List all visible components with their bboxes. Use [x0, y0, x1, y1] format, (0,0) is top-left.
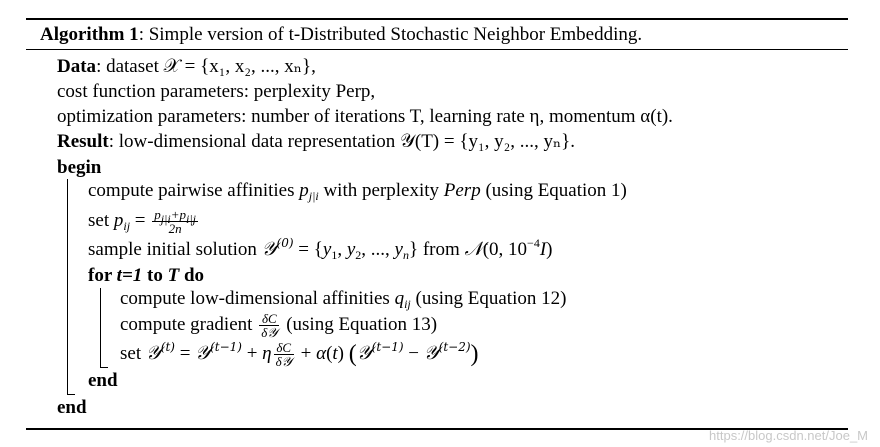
inner-block-tick	[100, 367, 108, 368]
inner-block-bar	[100, 288, 101, 368]
pij-fraction: $\frac{p_{j|i}+p_{i|j}}{2n}$	[154, 207, 196, 236]
for-line	[88, 264, 204, 288]
step-set-pij: set $p_{ij}$ = $\frac{p_{j|i}+p_{i|j}}{2n}$	[88, 207, 196, 236]
outer-block-tick	[67, 394, 75, 395]
loop-update: set 𝒴$^{(t)}$ = 𝒴$^{(t-1)}$ + η $\frac{\delta C}{\text{δ𝒴}}$ + α(t) (𝒴$^{(t-1)}$ − 𝒴$^{(t-2)}$)	[120, 340, 479, 370]
for-var: t=1	[116, 265, 143, 286]
loop2-tail: (using Equation 13)	[281, 313, 438, 335]
step2-text: set	[88, 209, 114, 231]
cost-params-line: cost function parameters: perplexity Perp,	[57, 81, 376, 102]
begin-keyword: begin	[57, 157, 102, 178]
loop-low-dim-affinities	[120, 287, 566, 311]
data-text: : dataset 𝒳 = {x₁, x₂, ..., xₙ},	[96, 56, 316, 77]
result-line	[57, 130, 575, 154]
step-sample-initial: sample initial solution 𝒴$^{(0)}$ = {$y_1$, $y_2$, ..., $y_n$} from 𝒩(0, $10^{-4}I$)	[88, 236, 553, 262]
result-keyword: Result	[57, 131, 109, 152]
gradient-fraction: $\frac{\delta C}{\text{δ𝒴}}$	[261, 311, 278, 340]
optim-params-line: optimization parameters: number of iterations T, learning rate η, momentum α(t).	[57, 106, 673, 127]
loop1-tail: (using Equation 12)	[410, 288, 567, 309]
p-ij: $p_{ij}$	[113, 209, 131, 233]
end-keyword: end	[57, 397, 87, 418]
p-j-given-i: $p_{j|i}$	[299, 180, 319, 203]
for-keyword: for	[88, 265, 112, 286]
algorithm-caption	[40, 23, 642, 47]
top-rule	[26, 18, 848, 20]
y-zero: 𝒴$^{(0)}$	[261, 236, 294, 260]
result-text: : low-dimensional data representation 𝒴(T) = {y₁, y₂, ..., yₙ}.	[108, 131, 576, 152]
to-keyword: to	[147, 265, 163, 286]
loop1-text: compute low-dimensional affinities	[120, 288, 395, 309]
update-fraction: $\frac{\delta C}{\text{δ𝒴}}$	[275, 340, 292, 370]
step1-tail: (using Equation 1)	[480, 180, 627, 201]
step3-mid: from	[418, 239, 465, 260]
step1-text: compute pairwise affinities	[88, 180, 300, 201]
data-line	[57, 55, 316, 79]
outer-block-bar	[67, 179, 68, 395]
normal-dist: 𝒩	[464, 238, 483, 260]
algorithm-label: Algorithm 1	[40, 24, 139, 45]
q-ij: $q_{ij}$	[394, 288, 411, 311]
loop3-text: set	[120, 343, 146, 364]
data-keyword: Data	[57, 56, 97, 77]
step3-text: sample initial solution	[88, 239, 262, 260]
step1-mid: with perplexity	[318, 180, 444, 201]
perp-symbol: Perp	[443, 180, 481, 201]
loop2-text: compute gradient	[120, 313, 258, 335]
end-for-keyword: end	[88, 370, 118, 391]
loop-compute-gradient	[120, 312, 437, 339]
algorithm-title: : Simple version of t-Distributed Stochastic Neighbor Embedding.	[138, 24, 643, 45]
step-pairwise-affinities	[88, 179, 627, 203]
for-limit: T	[167, 265, 180, 286]
do-keyword: do	[183, 265, 205, 286]
caption-rule	[26, 49, 848, 50]
watermark: https://blog.csdn.net/Joe_M	[709, 428, 868, 443]
